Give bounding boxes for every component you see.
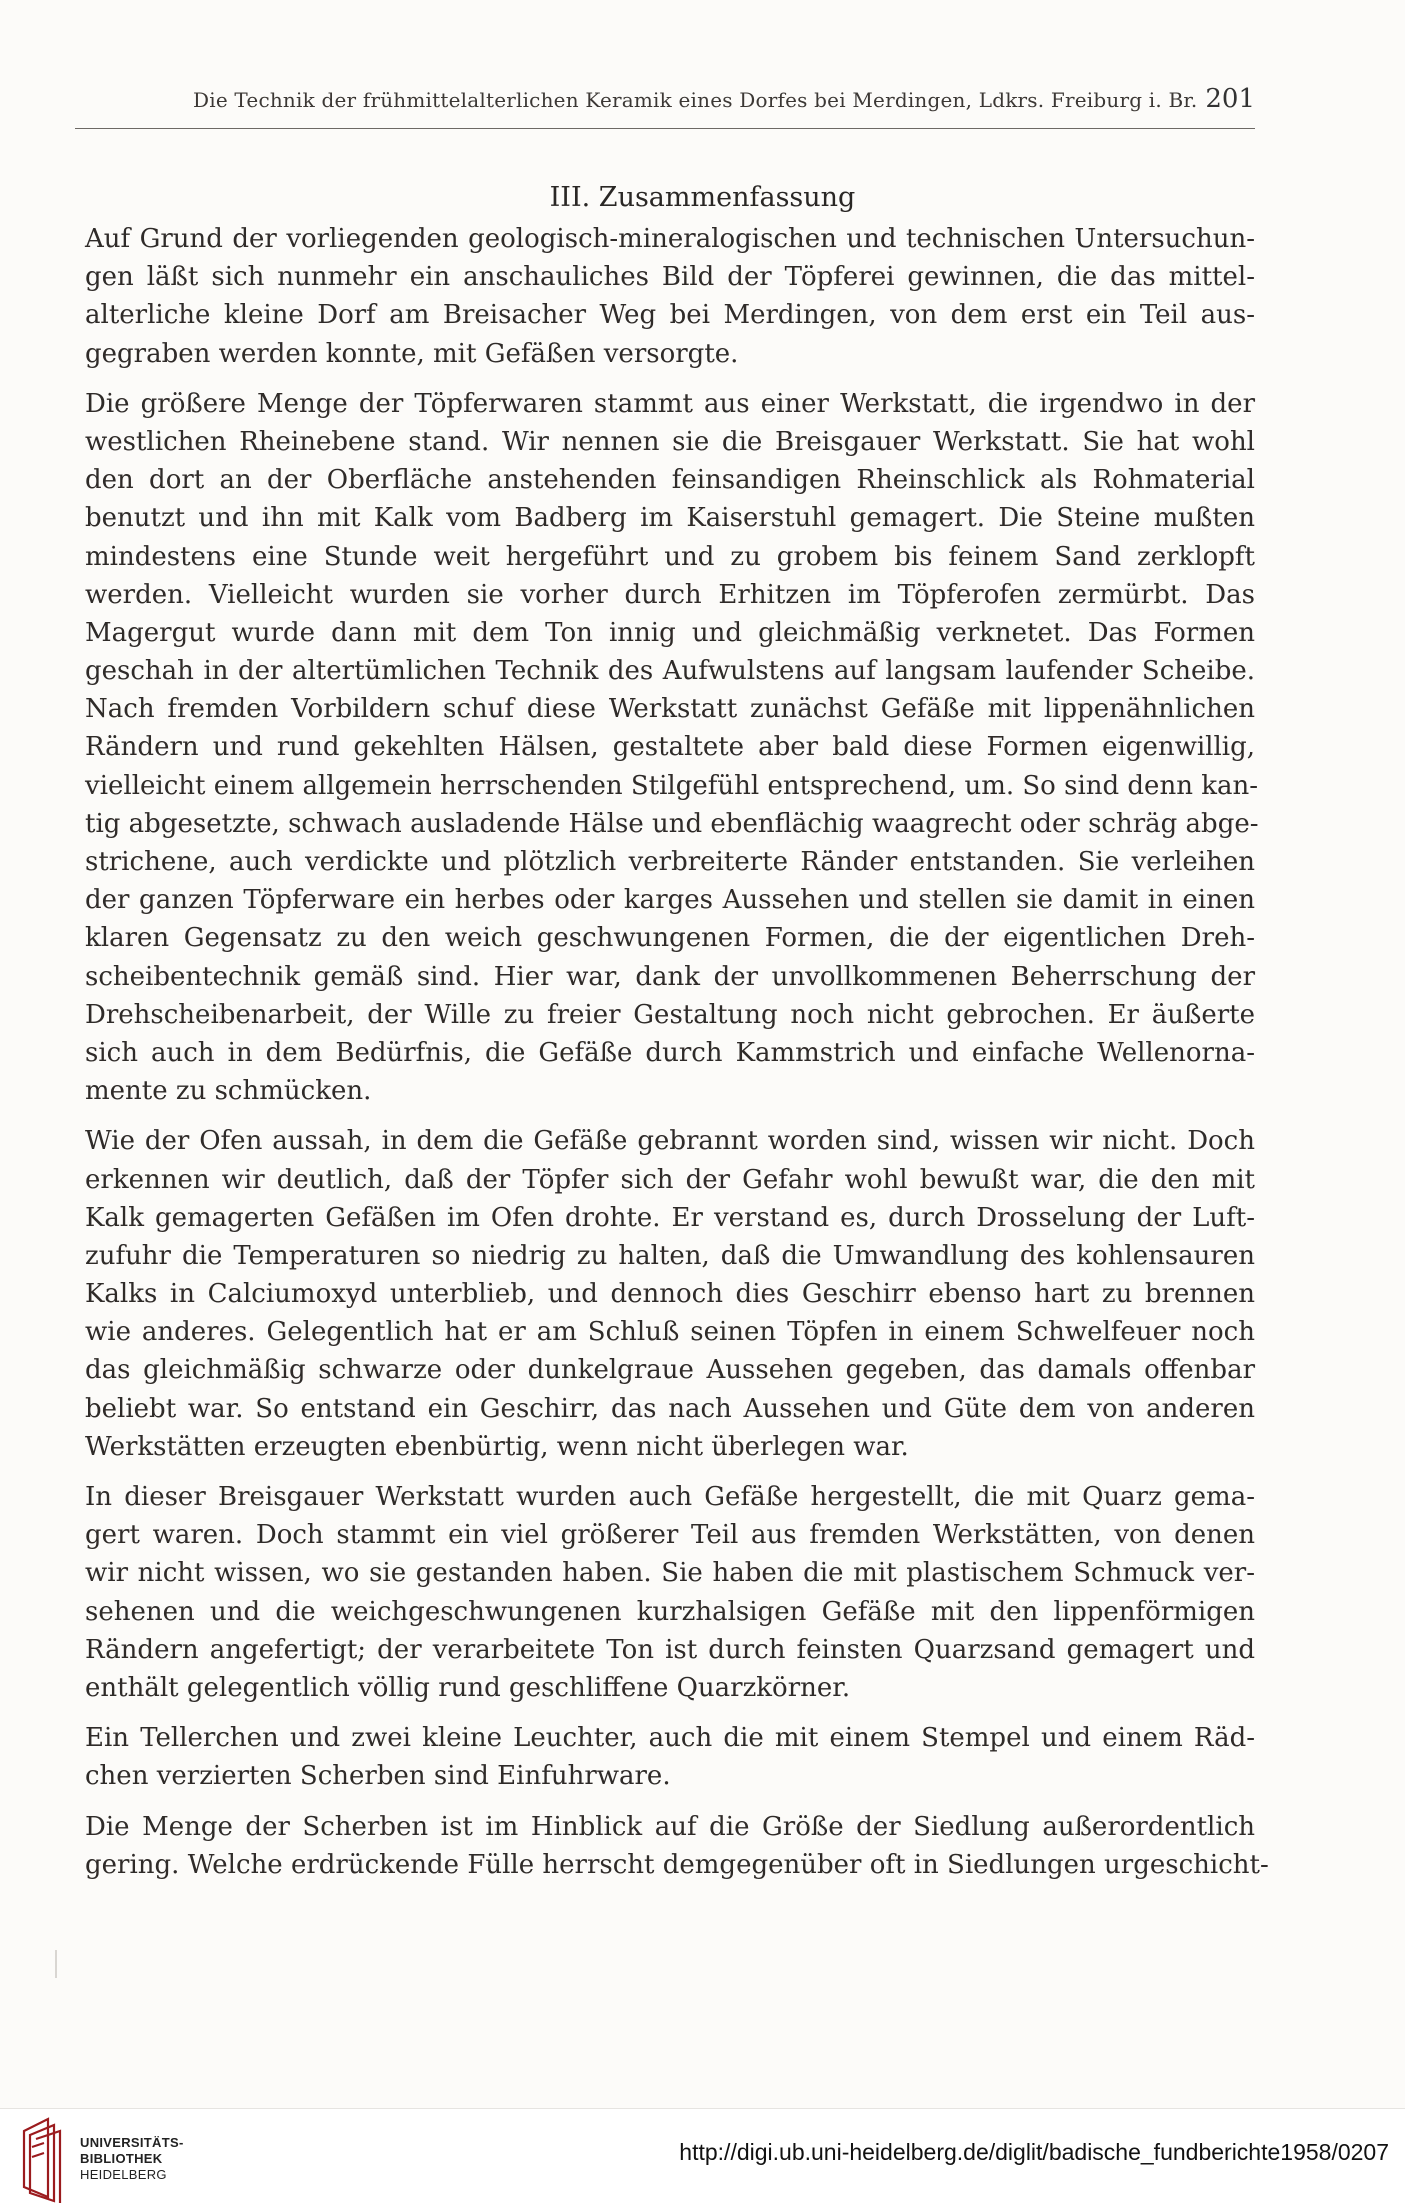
text-line: gering. Welche erdrückende Fülle herrscht demgegenüber oft in Siedlungen urgeschicht- xyxy=(85,1849,1269,1880)
paragraph xyxy=(85,1719,1255,1795)
text-line: Kalks in Calciumoxyd unterblieb, und dennoch dies Geschirr ebenso hart zu brennen xyxy=(85,1279,1255,1310)
text-line: den dort an der Oberfläche anstehenden feinsandigen Rheinschlick als Rohmaterial xyxy=(85,465,1255,496)
text-line: tig abgesetzte, schwach ausladende Hälse und ebenflächig waagrecht oder schräg abge- xyxy=(85,808,1259,839)
library-logo-icon xyxy=(18,2117,66,2203)
text-line: Nach fremden Vorbildern schuf diese Werkstatt zunächst Gefäße mit lippenähnlichen xyxy=(85,694,1255,725)
text-line: enthält gelegentlich völlig rund geschliffene Quarzkörner. xyxy=(85,1672,851,1703)
text-line: das gleichmäßig schwarze oder dunkelgraue Aussehen gegeben, das damals offenbar xyxy=(85,1355,1255,1386)
page-number: 201 xyxy=(1205,84,1255,114)
page-smudge xyxy=(55,1950,57,1978)
text-line: Rändern angefertigt; der verarbeitete Ton ist durch feinsten Quarzsand gemagert und xyxy=(85,1634,1255,1665)
text-line: westlichen Rheinebene stand. Wir nennen sie die Breisgauer Werkstatt. Sie hat wohl xyxy=(85,426,1255,457)
text-line: wie anderes. Gelegentlich hat er am Schluß seinen Töpfen in einem Schwelfeuer noch xyxy=(85,1317,1255,1348)
text-line: Drehscheibenarbeit, der Wille zu freier Gestaltung noch nicht gebrochen. Er äußerte xyxy=(85,999,1255,1030)
text-line: werden. Vielleicht wurden sie vorher durch Erhitzen im Töpferofen zermürbt. Das xyxy=(85,579,1255,610)
library-name-line3: HEIDELBERG xyxy=(80,2167,167,2182)
running-head xyxy=(75,84,1255,129)
text-line: gen läßt sich nunmehr ein anschauliches Bild der Töpferei gewinnen, die das mittel- xyxy=(85,262,1255,293)
text-line: mente zu schmücken. xyxy=(85,1076,372,1107)
text-line: Die Menge der Scherben ist im Hinblick auf die Größe der Siedlung außerordentlich xyxy=(85,1811,1255,1842)
paragraph xyxy=(85,385,1259,1111)
text-line: vielleicht einem allgemein herrschenden Stilgefühl entsprechend, um. So sind denn kan- xyxy=(85,770,1258,801)
text-line: Wie der Ofen aussah, in dem die Gefäße gebrannt worden sind, wissen wir nicht. Doch xyxy=(85,1126,1255,1157)
text-line: geschah in der altertümlichen Technik des Aufwulstens auf langsam laufender Scheibe. xyxy=(85,656,1255,687)
paragraph xyxy=(85,1122,1255,1466)
text-line: Magergut wurde dann mit dem Ton innig und gleichmäßig verknetet. Das Formen xyxy=(85,617,1255,648)
text-line: chen verzierten Scherben sind Einfuhrware. xyxy=(85,1761,671,1792)
text-line: Ein Tellerchen und zwei kleine Leuchter, auch die mit einem Stempel und einem Räd- xyxy=(85,1723,1255,1754)
text-line: beliebt war. So entstand ein Geschirr, das nach Aussehen und Güte dem von anderen xyxy=(85,1393,1255,1424)
text-line: erkennen wir deutlich, daß der Töpfer sich der Gefahr wohl bewußt war, die den mit xyxy=(85,1164,1255,1195)
source-url-link[interactable]: http://digi.ub.uni-heidelberg.de/diglit/badische_fundberichte1958/0207 xyxy=(679,2139,1389,2165)
text-line: Auf Grund der vorliegenden geologisch-mineralogischen und technischen Untersuchun- xyxy=(85,224,1255,254)
library-name xyxy=(80,2135,184,2183)
text-line: benutzt und ihn mit Kalk vom Badberg im Kaiserstuhl gemagert. Die Steine mußten xyxy=(85,503,1255,534)
text-line: zufuhr die Temperaturen so niedrig zu halten, daß die Umwandlung des kohlensauren xyxy=(85,1240,1255,1271)
text-line: Rändern und rund gekehlten Hälsen, gestaltete aber bald diese Formen eigenwillig, xyxy=(85,732,1255,763)
text-line: alterliche kleine Dorf am Breisacher Weg bei Merdingen, von dem erst ein Teil aus- xyxy=(85,300,1255,331)
text-line: Kalk gemagerten Gefäßen im Ofen drohte. Er verstand es, durch Drosselung der Luft- xyxy=(85,1202,1255,1233)
text-line: Werkstätten erzeugten ebenbürtig, wenn nicht überlegen war. xyxy=(85,1431,909,1462)
text-line: der ganzen Töpferware ein herbes oder karges Aussehen und stellen sie damit in einen xyxy=(85,885,1255,916)
text-line: klaren Gegensatz zu den weich geschwungenen Formen, die der eigentlichen Dreh- xyxy=(85,923,1255,954)
text-line: wir nicht wissen, wo sie gestanden haben. Sie haben die mit plastischem Schmuck ver- xyxy=(85,1558,1255,1589)
running-title: Die Technik der frühmittelalterlichen Keramik eines Dorfes bei Merdingen, Ldkrs. Freiburg i. Br. xyxy=(193,88,1198,112)
text-line: mindestens eine Stunde weit hergeführt und zu grobem bis feinem Sand zerklopft xyxy=(85,541,1255,572)
paragraph xyxy=(85,1478,1255,1707)
body-text xyxy=(85,220,1269,1896)
text-line: strichene, auch verdickte und plötzlich verbreiterte Ränder entstanden. Sie verleihen xyxy=(85,847,1255,877)
text-line: gert waren. Doch stammt ein viel größerer Teil aus fremden Werkstätten, von denen xyxy=(85,1520,1255,1551)
text-line: In dieser Breisgauer Werkstatt wurden auch Gefäße hergestellt, die mit Quarz gema- xyxy=(85,1482,1255,1512)
paragraph xyxy=(85,220,1255,373)
text-line: gegraben werden konnte, mit Gefäßen versorgte. xyxy=(85,338,739,369)
text-line: sehenen und die weichgeschwungenen kurzhalsigen Gefäße mit den lippenförmigen xyxy=(85,1596,1255,1627)
text-line: Die größere Menge der Töpferwaren stammt aus einer Werkstatt, die irgendwo in der xyxy=(85,388,1255,419)
section-title: III. Zusammenfassung xyxy=(549,182,856,213)
library-name-line2: BIBLIOTHEK xyxy=(80,2151,163,2166)
library-name-line1: UNIVERSITÄTS- xyxy=(80,2135,184,2150)
text-line: sich auch in dem Bedürfnis, die Gefäße durch Kammstrich und einfache Wellenorna- xyxy=(85,1037,1255,1068)
text-line: scheibentechnik gemäß sind. Hier war, dank der unvollkommenen Beherrschung der xyxy=(85,961,1255,992)
footer-bar xyxy=(0,2108,1405,2211)
paragraph xyxy=(85,1808,1269,1884)
